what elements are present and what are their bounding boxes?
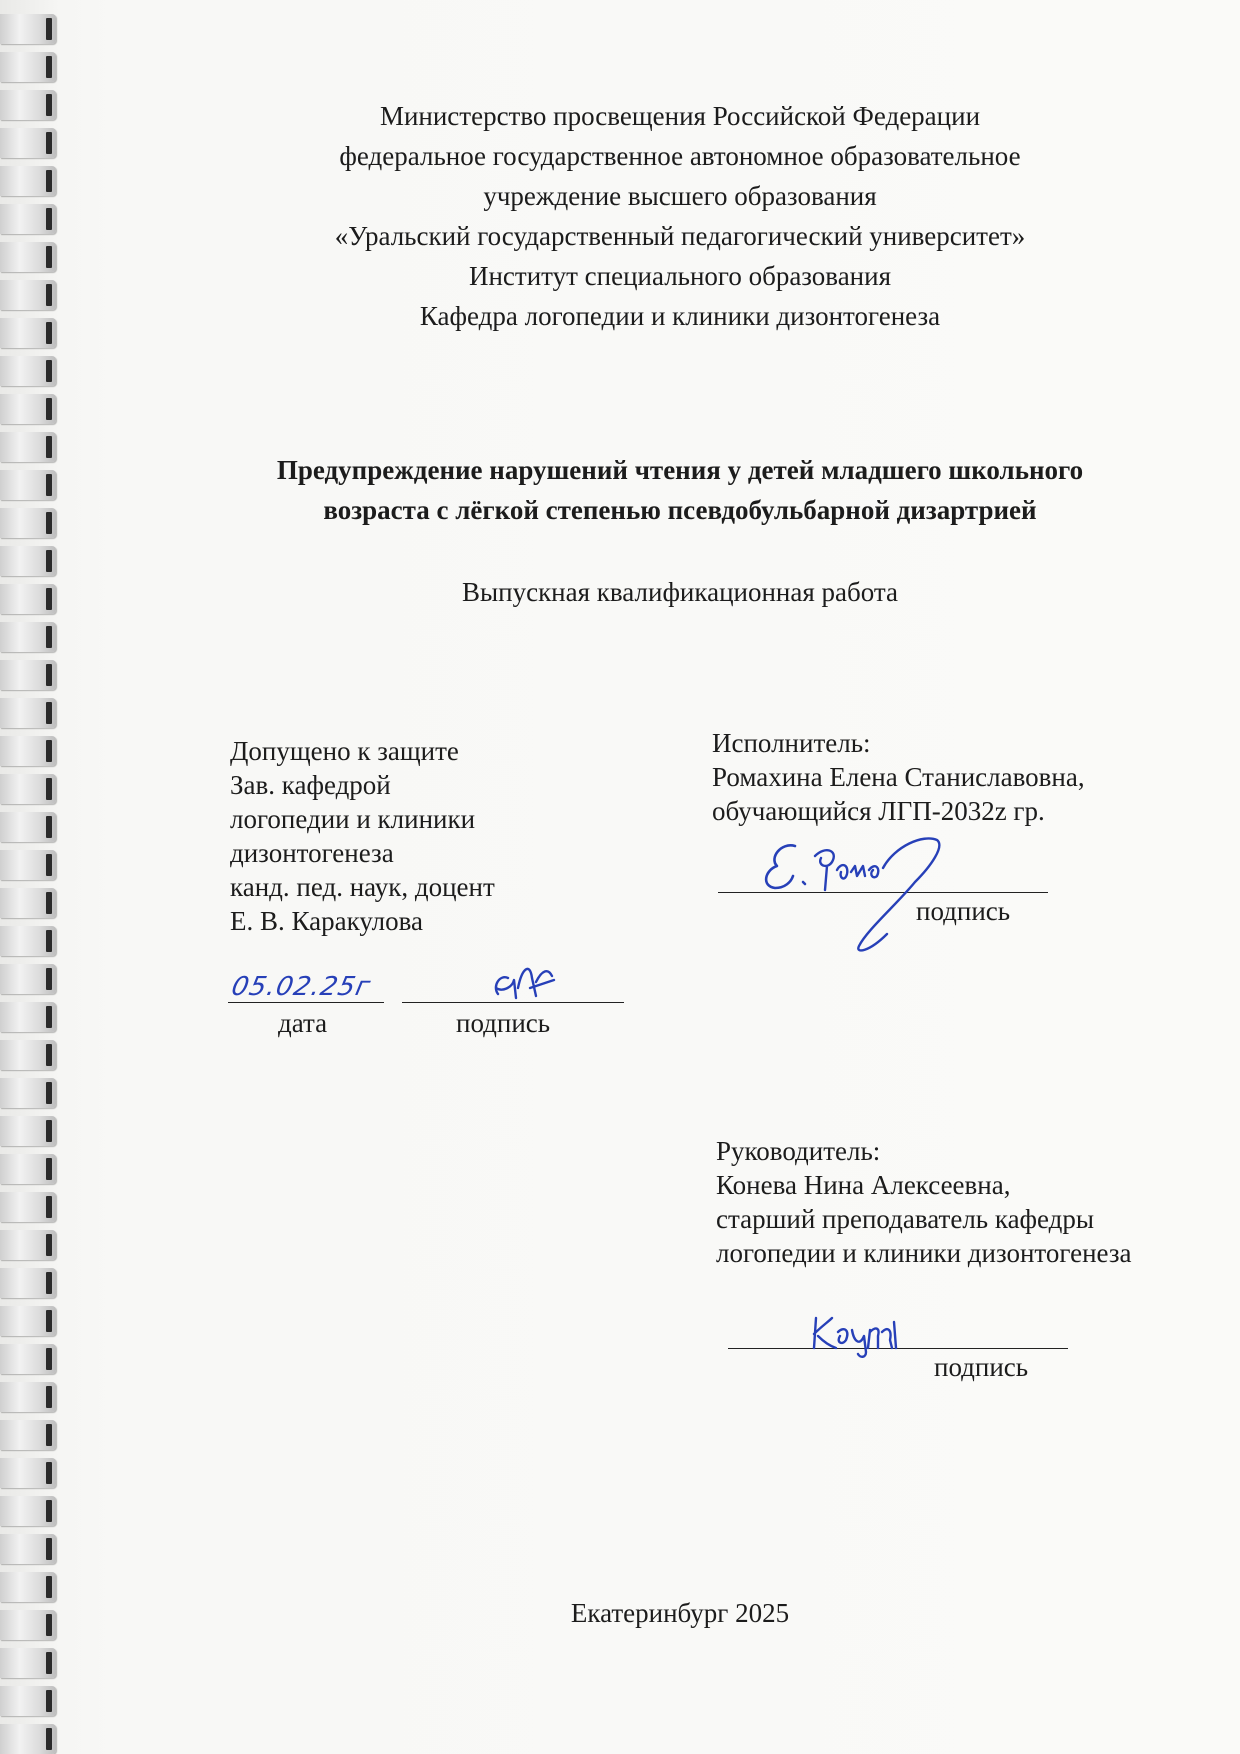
ministry-line: Министерство просвещения Российской Федерации [379,101,981,131]
binding-ring [0,660,56,690]
binding-ring [0,1420,56,1450]
approval-signature-caption: подпись [456,1008,551,1038]
binding-ring [0,1458,56,1488]
executor-group: обучающийся ЛГП-2032z гр. [712,796,1045,826]
binding-ring [0,356,56,386]
binding-ring [0,1002,56,1032]
executor-signature [755,826,975,956]
binding-ring [0,1078,56,1108]
approval-line-2: Зав. кафедрой [230,770,391,800]
binding-ring [0,508,56,538]
supervisor-position-1: старший преподаватель кафедры [716,1204,1095,1234]
supervisor-signature [808,1308,948,1358]
university-name: «Уральский государственный педагогический университет» [334,221,1026,251]
binding-ring [0,1040,56,1070]
supervisor-signature-caption: подпись [934,1352,1029,1382]
executor-signature-caption: подпись [916,896,1011,926]
binding-ring [0,888,56,918]
binding-ring [0,1268,56,1298]
approval-line-4: дизонтогенеза [230,838,394,868]
binding-ring [0,280,56,310]
binding-ring [0,128,56,158]
thesis-title-line-1: Предупреждение нарушений чтения у детей младшего школьного [276,455,1084,485]
binding-ring [0,1230,56,1260]
binding-ring [0,52,56,82]
binding-ring [0,394,56,424]
executor-label: Исполнитель: [712,728,871,758]
approval-date-caption: дата [278,1008,328,1038]
binding-ring [0,1496,56,1526]
approval-line-3: логопедии и клиники [230,804,476,834]
approval-date-line [228,1002,384,1003]
binding-ring [0,242,56,272]
work-type: Выпускная квалификационная работа [461,577,899,607]
thesis-title-line-2: возраста с лёгкой степенью псевдобульбарной дизартрией [323,495,1037,525]
binding-ring [0,1648,56,1678]
binding-ring [0,1382,56,1412]
university-type-line: федеральное государственное автономное образовательное [339,141,1021,171]
binding-ring [0,1610,56,1640]
binding-ring [0,1306,56,1336]
executor-name: Ромахина Елена Станиславовна, [712,762,1085,792]
approval-signature [490,958,580,1008]
binding-ring [0,90,56,120]
binding-ring [0,622,56,652]
supervisor-block [716,1134,1196,1270]
binding-ring [0,204,56,234]
binding-ring [0,166,56,196]
binding-ring [0,1154,56,1184]
binding-ring [0,964,56,994]
binding-ring [0,318,56,348]
binding-ring [0,850,56,880]
approval-line-6: Е. В. Каракулова [230,906,424,936]
approval-date-handwritten: 05.02.25г [228,972,374,1002]
binding-ring [0,926,56,956]
binding-ring [0,698,56,728]
binding-ring [0,470,56,500]
city-year: Екатеринбург 2025 [570,1598,790,1628]
supervisor-name: Конева Нина Алексеевна, [716,1170,1011,1200]
institute-name: Институт специального образования [468,261,892,291]
binding-ring [0,1724,56,1754]
executor-block [712,726,1192,828]
binding-ring [0,584,56,614]
binding-ring [0,1192,56,1222]
university-type-line-2: учреждение высшего образования [483,181,877,211]
approval-line-5: канд. пед. наук, доцент [230,872,495,902]
binding-ring [0,1686,56,1716]
binding-ring [0,1572,56,1602]
department-name: Кафедра логопедии и клиники дизонтогенеза [419,301,941,331]
binding-ring [0,812,56,842]
spiral-binding [0,0,70,1754]
thesis-title [230,450,1130,530]
supervisor-label: Руководитель: [716,1136,881,1166]
approval-line-1: Допущено к защите [230,736,459,766]
institution-header [260,96,1100,336]
binding-ring [0,546,56,576]
binding-ring [0,14,56,44]
binding-ring [0,774,56,804]
binding-ring [0,1344,56,1374]
binding-ring [0,1534,56,1564]
approval-block [230,734,610,938]
supervisor-position-2: логопедии и клиники дизонтогенеза [716,1238,1132,1268]
binding-ring [0,736,56,766]
binding-ring [0,432,56,462]
binding-ring [0,1116,56,1146]
